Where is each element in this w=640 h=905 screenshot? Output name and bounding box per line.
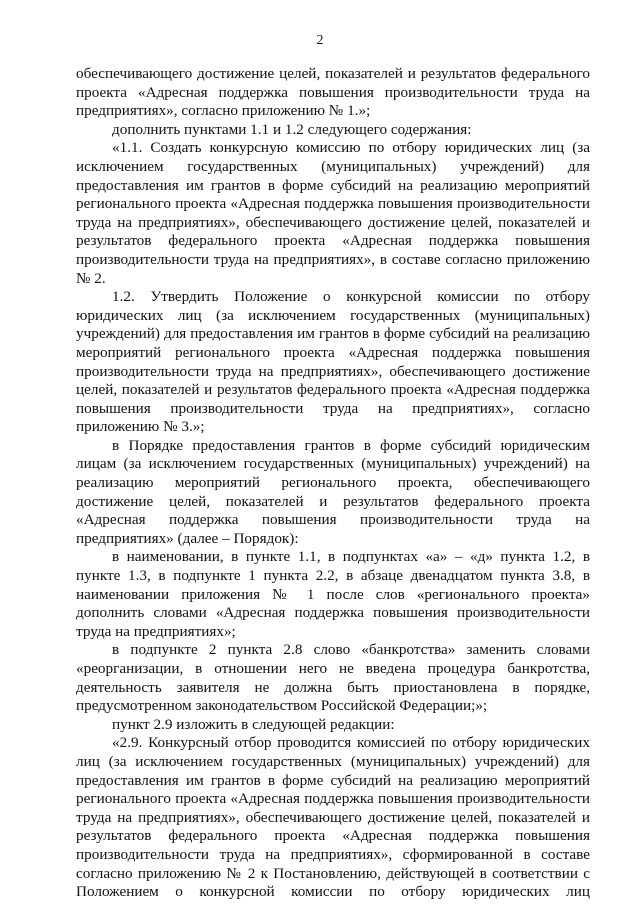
paragraph-1: обеспечивающего достижение целей, показателей и результатов федерального проекта «Адресная поддержка повышения производительности труда на предприятиях», согласно приложению № 1.»; [76,65,590,120]
paragraph-7: в подпункте 2 пункта 2.8 слово «банкротства» заменить словами «реорганизации, в отношении него не введена процедура банкротства, деятельность заявителя не должна быть приостановлена в порядке, предусмотренном законодательством Российской Федерации;»; [76,641,590,715]
paragraph-8: пункт 2.9 изложить в следующей редакции: [112,715,395,733]
paragraph-3: «1.1. Создать конкурсную комиссию по отбору юридических лиц (за исключением государственных (муниципальных) учреждений) для предоставления им грантов в форме субсидий на реализацию мероприятий регионального проекта «Адресная поддержка повышения производительности труда на предприятиях», обеспечивающего достижение целей, показателей и результатов федерального проекта «Адресная поддержка повышения производительности труда на предприятиях», в составе согласно приложению № 2. [76,139,590,287]
paragraph-2: дополнить пунктами 1.1 и 1.2 следующего содержания: [112,120,472,138]
paragraph-6: в наименовании, в пункте 1.1, в подпунктах «а» – «д» пункта 1.2, в пункте 1.3, в подпункте 1 пункта 2.2, в абзаце двенадцатом пункта 3.8, в наименовании приложения № 1 после слов «регионального проекта» дополнить словами «Адресная поддержка повышения производительности труда на предприятиях»; [76,548,590,640]
paragraph-9: «2.9. Конкурсный отбор проводится комиссией по отбору юридических лиц (за исключением государственных (муниципальных) учреждений) для предоставления им грантов в форме субсидий на реализацию мероприятий регионального проекта «Адресная поддержка повышения производительности труда на предприятиях», обеспечивающего достижение целей, показателей и результатов федерального проекта «Адресная поддержка повышения производительности труда на предприятиях», сформированной в составе согласно приложению № 2 к Постановлению, действующей в соответствии с Положением о конкурсной комиссии по отбору юридических лиц [76,734,590,901]
page-number: 2 [316,33,324,48]
paragraph-4: 1.2. Утвердить Положение о конкурсной комиссии по отбору юридических лиц (за исключением государственных (муниципальных) учреждений) для предоставления им грантов в форме субсидий на реализацию мероприятий регионального проекта «Адресная поддержка повышения производительности труда на предприятиях», обеспечивающего достижение целей, показателей и результатов федерального проекта «Адресная поддержка повышения производительности труда на предприятиях», согласно приложению № 3.»; [76,288,590,436]
document-body [76,65,590,902]
paragraph-5: в Порядке предоставления грантов в форме субсидий юридическим лицам (за исключением государственных (муниципальных) учреждений) на реализацию мероприятий регионального проекта, обеспечивающего достижение целей, показателей и результатов федерального проекта «Адресная поддержка повышения производительности труда на предприятиях» (далее – Порядок): [76,436,590,547]
